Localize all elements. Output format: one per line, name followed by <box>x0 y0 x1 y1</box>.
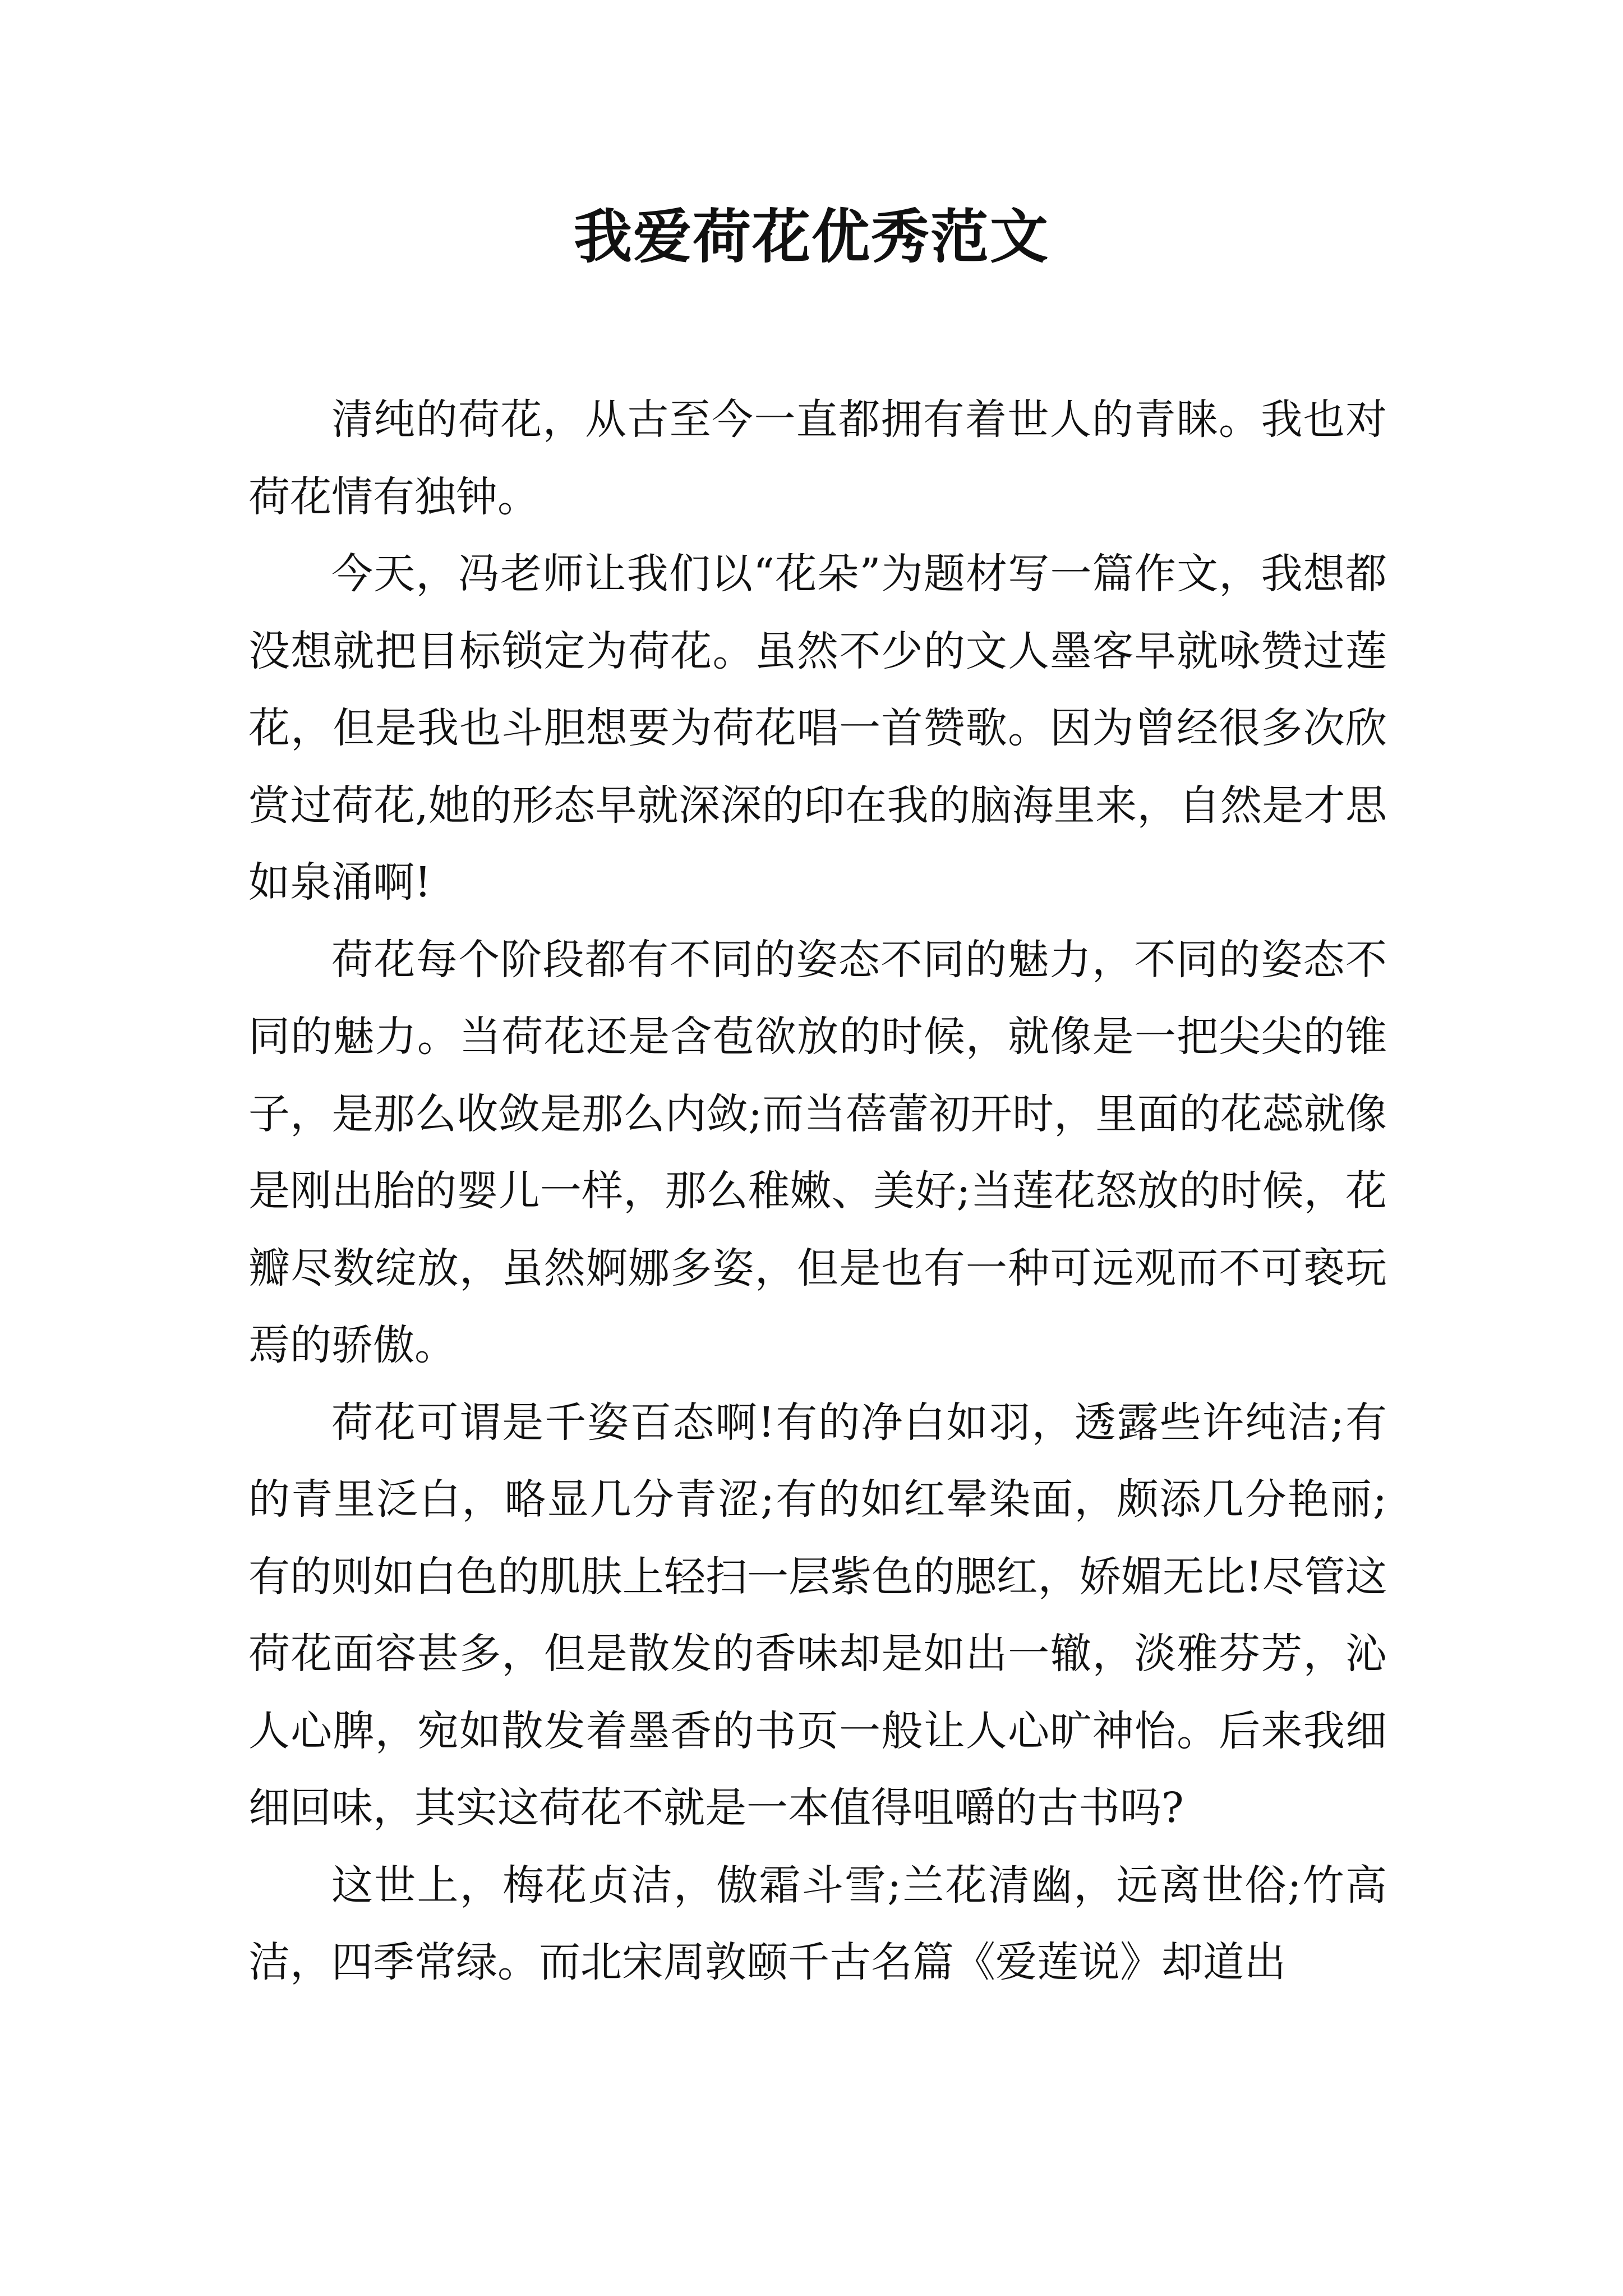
paragraph-1: 清纯的荷花，从古至今一直都拥有着世人的青睐。我也对荷花情有独钟。 <box>248 395 1387 521</box>
paragraph-2: 今天，冯老师让我们以“花朵”为题材写一篇作文，我想都没想就把目标锁定为荷花。虽然不少的文人墨客早就咏赞过莲花，但是我也斗胆想要为荷花唱一首赞歌。因为曾经很多次欣赏过荷花,她的形态早就深深的印在我的脑海里来，自然是才思如泉涌啊! <box>248 550 1387 907</box>
paragraph-4: 荷花可谓是千姿百态啊!有的净白如羽，透露些许纯洁;有的青里泛白，略显几分青涩;有的如红晕染面，颇添几分艳丽;有的则如白色的肌肤上轻扫一层紫色的腮红，娇媚无比!尽管这荷花面容甚多，但是散发的香味却是如出一辙，淡雅芬芳，沁人心脾，宛如散发着墨香的书页一般让人心旷神怡。后来我细细回味，其实这荷花不就是一本值得咀嚼的古书吗? <box>248 1398 1387 1832</box>
paragraph-5: 这世上，梅花贞洁，傲霜斗雪;兰花清幽，远离世俗;竹高洁，四季常绿。而北宋周敦颐千古名篇《爱莲说》却道出 <box>248 1861 1387 1986</box>
paragraph-3: 荷花每个阶段都有不同的姿态不同的魅力，不同的姿态不同的魅力。当荷花还是含苞欲放的时候，就像是一把尖尖的锥子，是那么收敛是那么内敛;而当蓓蕾初开时，里面的花蕊就像是刚出胎的婴儿一样，那么稚嫩、美好;当莲花怒放的时候，花瓣尽数绽放，虽然婀娜多姿，但是也有一种可远观而不可亵玩焉的骄傲。 <box>248 935 1387 1369</box>
document-body <box>248 381 1387 2001</box>
document-title: 我爱荷花优秀范文 <box>573 202 1049 271</box>
